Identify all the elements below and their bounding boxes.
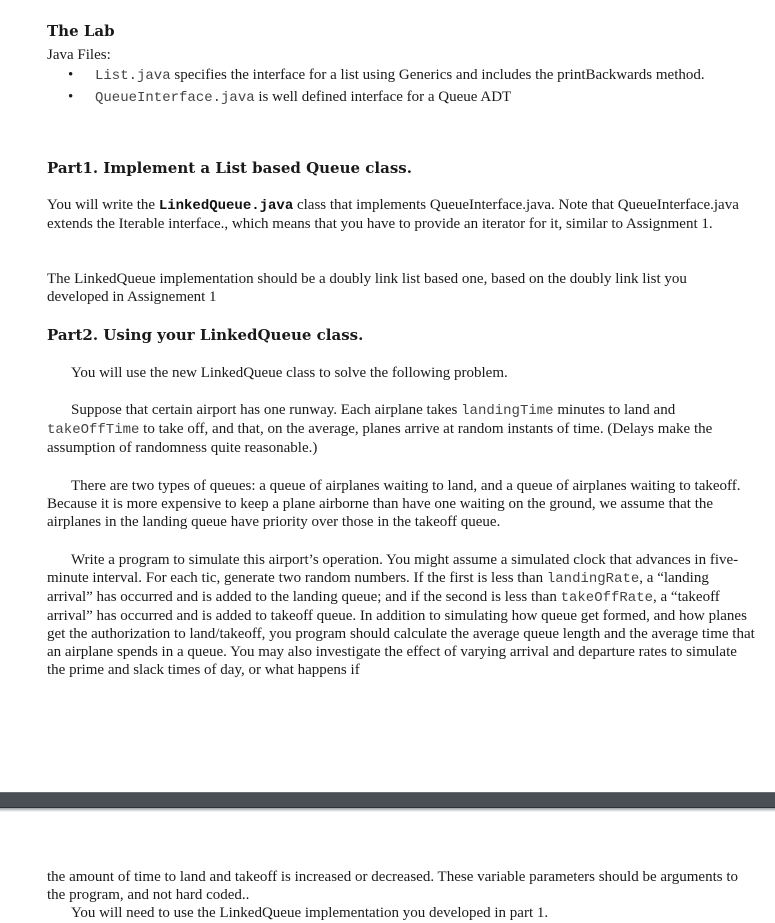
part2-intro: You will use the new LinkedQueue class to solve the following problem. [71,365,508,381]
part2-heading: Part2. Using your LinkedQueue class. [47,326,364,344]
code-linkedqueue: LinkedQueue.java [158,198,294,214]
part2-paragraph-1 [47,401,752,457]
bullet-icon: • [68,67,74,83]
text-run: minutes to land and [553,402,676,418]
text-run: class that implements QueueInterface.java. Note that QueueInterface.java extends the Iterable interface., which means that you have to provide an iterator for it, similar to Assignment 1. [47,197,739,232]
page-break-divider [0,792,775,809]
part2-paragraph-3 [47,551,755,679]
part2-paragraph-5: You will need to use the LinkedQueue implementation you developed in part 1. [71,905,549,921]
text-run: , a “takeoff arrival” has occurred and is added to takeoff queue. In addition to simulating how queue get formed, and how planes get the authorization to land/takeoff, you program should calculate the average queue length and the average time that an airplane spends in a queue. You may also investigate the effect of varying arrival and departure rates to simulate the prime and slack times of day, or what happens if [47,589,755,678]
text-run: You will write the [47,197,159,213]
text-run: to take off, and that, on the average, planes arrive at random instants of time. (Delays make the assumption of randomness quite reasonable.) [47,421,713,456]
text-run: , a “landing arrival” has occurred and is added to the landing queue; and if the second is less than [47,570,709,605]
code-takeofftime: takeOffTime [47,422,140,438]
bullet-icon: • [68,89,74,105]
part2-paragraph-4: the amount of time to land and takeoff is increased or decreased. These variable parameters should be arguments to the program, and not hard coded.. [47,869,739,903]
code-landingtime: landingTime [461,403,554,419]
java-files-label: Java Files: [47,47,111,63]
file-description: is well defined interface for a Queue ADT [254,89,512,105]
code-takeoffrate: takeOffRate [560,590,654,606]
part1-heading: Part1. Implement a List based Queue class. [47,159,412,177]
code-landingrate: landingRate [546,571,640,587]
part1-paragraph-2: The LinkedQueue implementation should be a doubly link list based one, based on the doubly link list you developed in Assignement 1 [47,271,687,305]
file-name: List.java [95,68,171,84]
part1-paragraph-1 [47,196,747,233]
text-run: Suppose that certain airport has one runway. Each airplane takes [71,402,462,418]
lab-title: The Lab [47,22,115,40]
text-run: Write a program to simulate this airport’s operation. You might assume a simulated clock that advances in five-minute interval. For each tic, generate two random numbers. If the first is less than [47,552,739,586]
page-break-shadow [0,808,775,812]
part2-paragraph-2: There are two types of queues: a queue of airplanes waiting to land, and a queue of airplanes waiting to takeoff. Because it is more expensive to keep a plane airborne than have one waiting on the ground, we assume that the airplanes in the landing queue have priority over those in the takeoff queue. [47,478,741,530]
file-description: specifies the interface for a list using Generics and includes the printBackwards method. [170,67,705,83]
file-name: QueueInterface.java [95,90,255,106]
